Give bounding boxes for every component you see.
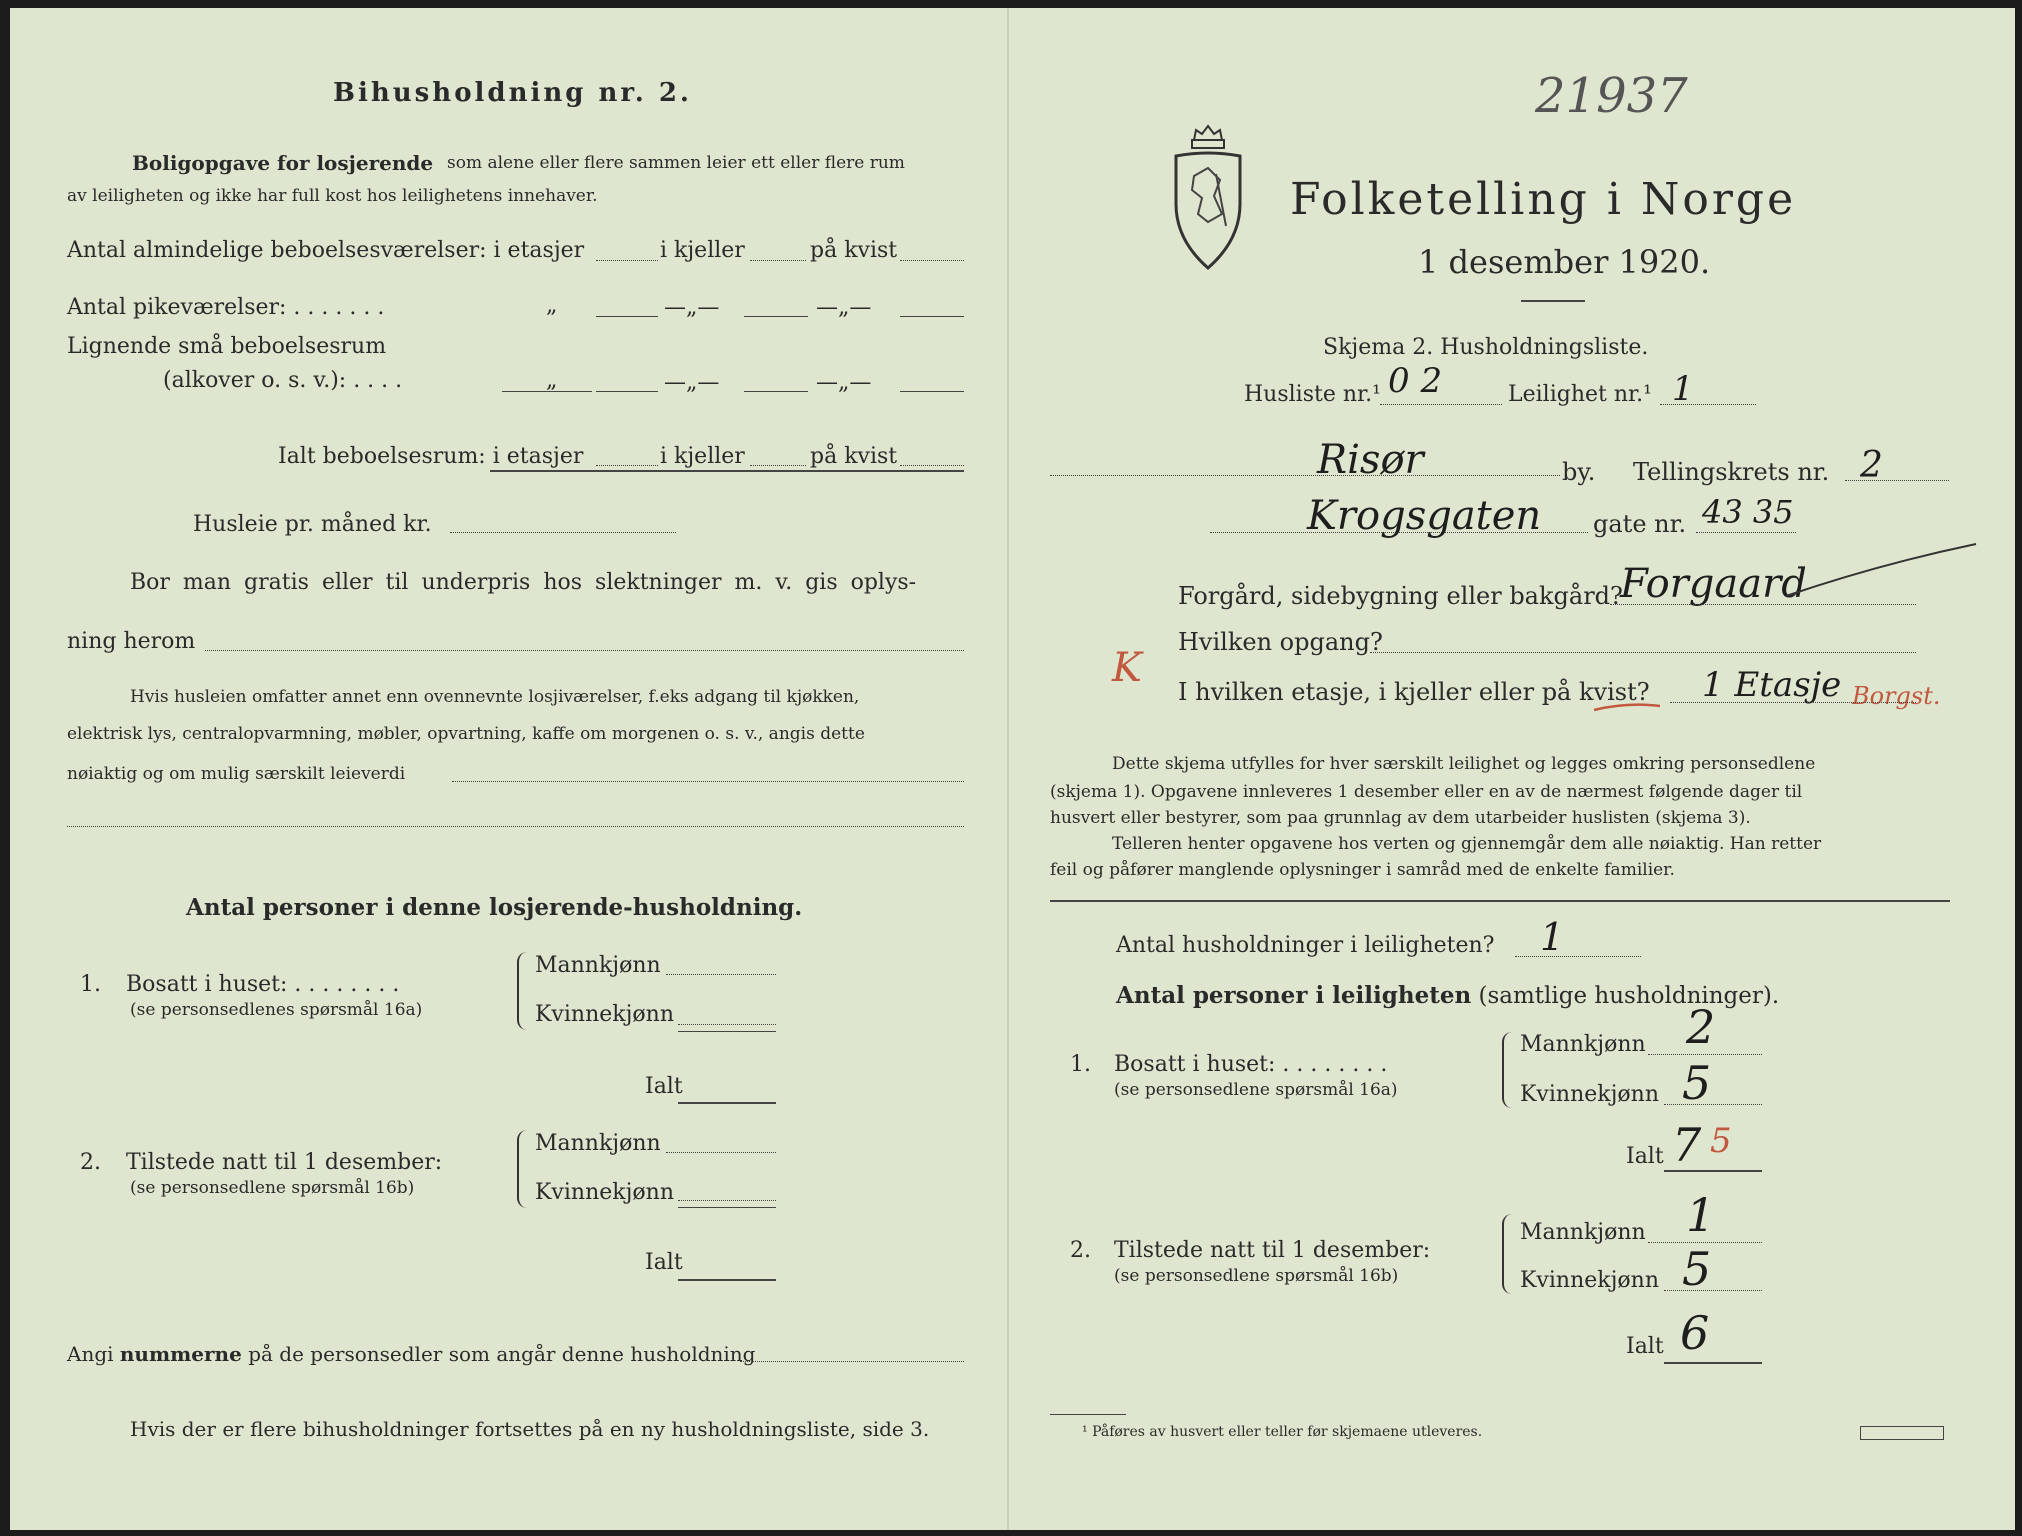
pike-etasjer-field[interactable]	[596, 316, 658, 317]
right-q1-number: 1.	[1070, 1052, 1091, 1077]
left-q2-kvinne-underline	[678, 1207, 776, 1208]
right-q1-mann-value: 2	[1686, 1000, 1716, 1054]
right-q2-ialt-field[interactable]	[1664, 1362, 1762, 1364]
left-q1-kvinne-label: Kvinnekjønn	[535, 1002, 674, 1027]
gratis-line-1: Bor man gratis eller til underpris hos slektninger m. v. gis oplys-	[130, 570, 917, 595]
left-title: Bihusholdning nr. 2.	[333, 78, 692, 108]
pike-label: Antal pikeværelser: . . . . . . .	[67, 295, 385, 320]
forgaard-value: Forgaard	[1620, 561, 1807, 607]
right-q1-kvinne-value: 5	[1682, 1056, 1712, 1110]
right-q2-kvinne-label: Kvinnekjønn	[1520, 1268, 1659, 1293]
footnote: ¹ Påføres av husvert eller teller før skjemaene utleveres.	[1082, 1424, 1483, 1440]
husliste-value: 0 2	[1388, 361, 1443, 401]
forgaard-field[interactable]	[1610, 604, 1916, 605]
instruction-line-4: Telleren henter opgavene hos verten og gjennemgår dem alle nøiaktig. Han retter	[1112, 834, 1822, 854]
pike-kvist-field[interactable]	[900, 316, 964, 317]
left-q1-label: Bosatt i huset: . . . . . . . .	[126, 972, 400, 997]
husleie-field[interactable]	[450, 532, 676, 533]
rooms-kvist-field[interactable]	[900, 260, 964, 261]
leilighet-label: Leilighet nr.¹	[1508, 382, 1652, 407]
left-q1-kvinne-underline	[678, 1031, 776, 1032]
rooms-etasjer-field[interactable]	[596, 260, 658, 261]
kvist-underline-icon	[1592, 700, 1662, 714]
husliste-field[interactable]	[1380, 404, 1502, 405]
krets-field[interactable]	[1845, 480, 1949, 481]
ialt-rooms-label: Ialt beboelsesrum: i etasjer	[278, 444, 584, 469]
archive-number: 21937	[1535, 68, 1688, 124]
left-q2-label: Tilstede natt til 1 desember:	[126, 1150, 443, 1175]
footnote-rule	[1050, 1414, 1126, 1415]
left-q1-ialt-field[interactable]	[678, 1102, 776, 1104]
gate-nr-value: 43 35	[1702, 493, 1794, 531]
right-q1-mann-label: Mannkjønn	[1520, 1032, 1646, 1057]
ialt-kjeller-field[interactable]	[750, 465, 806, 466]
page-fold	[1007, 8, 1009, 1530]
left-q1-sub: (se personsedlenes spørsmål 16a)	[130, 1000, 423, 1020]
left-q2-ialt-label: Ialt	[645, 1250, 683, 1275]
krets-value: 2	[1860, 445, 1883, 486]
by-label: by.	[1562, 458, 1596, 486]
right-antal-heading: Antal personer i leiligheten (samtlige husholdninger).	[1116, 982, 1780, 1009]
lignende-quote-1: „	[546, 368, 558, 393]
right-q2-number: 2.	[1070, 1238, 1091, 1263]
lignende-kvist-field[interactable]	[900, 391, 964, 392]
angi-field[interactable]	[740, 1361, 964, 1362]
ialt-kvist-label: på kvist	[810, 444, 898, 469]
rooms-kjeller-label: i kjeller	[660, 238, 745, 263]
left-q1-ialt-label: Ialt	[645, 1074, 683, 1099]
rooms-kjeller-field[interactable]	[750, 260, 806, 261]
leieverdi-field-2[interactable]	[67, 826, 964, 827]
forgaard-stroke-icon	[1780, 540, 1980, 600]
left-q2-brace	[517, 1130, 527, 1208]
hvis-line-2: elektrisk lys, centralopvarmning, møbler, opvartning, kaffe om morgenen o. s. v., angis dette	[67, 724, 865, 744]
left-q1-mann-field[interactable]	[666, 974, 776, 975]
rooms-kvist-label: på kvist	[810, 238, 898, 263]
lignende-label-1: Lignende små beboelsesrum	[67, 334, 387, 359]
gate-value: Krogsgaten	[1307, 493, 1542, 539]
lignende-quote-2: —„—	[664, 370, 720, 395]
right-q2-brace	[1502, 1214, 1512, 1294]
margin-check-mark: K	[1112, 645, 1142, 691]
gratis-line-2: ning herom	[67, 629, 196, 654]
right-q2-kvinne-field[interactable]	[1664, 1290, 1762, 1291]
husholdninger-label: Antal husholdninger i leiligheten?	[1116, 933, 1495, 958]
right-q1-ialt-label: Ialt	[1626, 1144, 1664, 1169]
ialt-etasjer-field[interactable]	[596, 465, 658, 466]
ialt-kvist-field[interactable]	[900, 465, 964, 466]
left-q1-kvinne-field[interactable]	[678, 1024, 776, 1025]
instruction-line-2: (skjema 1). Opgavene innleveres 1 desember eller en av de nærmest følgende dager til	[1050, 782, 1803, 802]
pike-quote-3: —„—	[816, 295, 872, 320]
pike-kjeller-field[interactable]	[744, 316, 808, 317]
form-date: 1 desember 1920.	[1418, 243, 1711, 281]
intro-bold: Boligopgave for losjerende	[132, 151, 434, 175]
hvis-line-1: Hvis husleien omfatter annet enn ovennevnte losjiværelser, f.eks adgang til kjøkken,	[130, 687, 860, 707]
right-q1-ialt-value: 7	[1672, 1118, 1702, 1172]
by-field[interactable]	[1050, 475, 1560, 476]
rooms-label: Antal almindelige beboelsesværelser: i etasjer	[67, 238, 585, 263]
right-q1-sub: (se personsedlene spørsmål 16a)	[1114, 1080, 1398, 1100]
left-q2-sub: (se personsedlene spørsmål 16b)	[130, 1178, 415, 1198]
husliste-label: Husliste nr.¹	[1244, 382, 1381, 407]
left-q2-mann-label: Mannkjønn	[535, 1131, 661, 1156]
right-q2-label: Tilstede natt til 1 desember:	[1114, 1238, 1431, 1263]
ialt-kjeller-label: i kjeller	[660, 444, 745, 469]
right-q2-mann-value: 1	[1686, 1188, 1716, 1242]
right-q2-ialt-value: 6	[1680, 1306, 1710, 1360]
right-q1-ialt-field[interactable]	[1664, 1170, 1762, 1172]
left-q2-mann-field[interactable]	[666, 1152, 776, 1153]
pike-quote-2: —„—	[664, 295, 720, 320]
forgaard-label: Forgård, sidebygning eller bakgård?	[1178, 582, 1623, 610]
krets-label: Tellingskrets nr.	[1633, 458, 1830, 486]
right-q1-ialt-red-value: 5	[1710, 1121, 1732, 1161]
pike-quote-1: „	[546, 293, 558, 318]
skjema-label: Skjema 2. Husholdningsliste.	[1323, 335, 1649, 360]
gate-label: gate nr.	[1593, 510, 1687, 538]
opgang-label: Hvilken opgang?	[1178, 628, 1383, 656]
by-value: Risør	[1317, 437, 1424, 483]
left-q2-ialt-field[interactable]	[678, 1279, 776, 1281]
left-q1-mann-label: Mannkjønn	[535, 953, 661, 978]
left-q1-brace	[517, 952, 527, 1030]
right-q2-ialt-label: Ialt	[1626, 1334, 1664, 1359]
leieverdi-field[interactable]	[452, 781, 964, 782]
etasje-value: 1 Etasje	[1702, 665, 1842, 705]
husholdninger-field[interactable]	[1515, 956, 1641, 957]
instruction-line-5: feil og påfører manglende oplysninger i samråd med de enkelte familier.	[1050, 860, 1675, 880]
hvis-line-3: nøiaktig og om mulig særskilt leieverdi	[67, 764, 406, 784]
title-rule	[1521, 300, 1585, 302]
flere-note: Hvis der er flere bihusholdninger fortsettes på en ny husholdningsliste, side 3.	[130, 1417, 930, 1441]
right-q2-sub: (se personsedlene spørsmål 16b)	[1114, 1266, 1399, 1286]
lignende-etasjer-field[interactable]	[596, 391, 658, 392]
printer-stamp-icon	[1860, 1426, 1944, 1440]
intro-rest-1: som alene eller flere sammen leier ett eller flere rum	[447, 153, 905, 173]
instruction-line-1: Dette skjema utfylles for hver særskilt leilighet og legges omkring personsedlene	[1112, 754, 1816, 774]
right-q1-mann-field[interactable]	[1648, 1054, 1762, 1055]
ialt-underline	[490, 470, 964, 472]
left-q2-kvinne-field[interactable]	[678, 1200, 776, 1201]
instruction-rule	[1050, 900, 1950, 902]
right-q2-kvinne-value: 5	[1682, 1242, 1712, 1296]
form-title: Folketelling i Norge	[1290, 174, 1797, 225]
intro-rest-2: av leiligheten og ikke har full kost hos leilighetens innehaver.	[67, 186, 598, 206]
husleie-label: Husleie pr. måned kr.	[193, 512, 432, 537]
right-q1-kvinne-field[interactable]	[1664, 1104, 1762, 1105]
lignende-kjeller-field[interactable]	[744, 391, 808, 392]
lignende-quote-3: —„—	[816, 370, 872, 395]
husholdninger-value: 1	[1540, 915, 1565, 959]
instruction-line-3: husvert eller bestyrer, som paa grunnlag av dem utarbeider huslisten (skjema 3).	[1050, 808, 1751, 828]
etasje-label: I hvilken etasje, i kjeller eller på kvist?	[1178, 678, 1650, 706]
gate-nr-field[interactable]	[1696, 532, 1796, 533]
right-q1-kvinne-label: Kvinnekjønn	[1520, 1082, 1659, 1107]
coat-of-arms-icon	[1168, 122, 1248, 272]
left-antal-heading: Antal personer i denne losjerende-husholdning.	[186, 894, 803, 921]
leilighet-value: 1	[1672, 369, 1694, 409]
left-q2-number: 2.	[80, 1150, 101, 1175]
left-q2-kvinne-label: Kvinnekjønn	[535, 1180, 674, 1205]
lignende-label-2: (alkover o. s. v.): . . . .	[163, 368, 403, 393]
angi-line: Angi nummerne på de personsedler som angår denne husholdning	[67, 1342, 756, 1366]
right-q1-brace	[1502, 1032, 1512, 1108]
right-q2-mann-label: Mannkjønn	[1520, 1220, 1646, 1245]
left-q1-number: 1.	[80, 972, 101, 997]
gratis-field[interactable]	[205, 650, 964, 651]
etasje-field[interactable]	[1670, 702, 1916, 703]
leilighet-field[interactable]	[1660, 404, 1756, 405]
etasje-value-red: Borgst.	[1852, 682, 1941, 710]
opgang-field[interactable]	[1370, 652, 1916, 653]
right-q1-label: Bosatt i huset: . . . . . . . .	[1114, 1052, 1388, 1077]
